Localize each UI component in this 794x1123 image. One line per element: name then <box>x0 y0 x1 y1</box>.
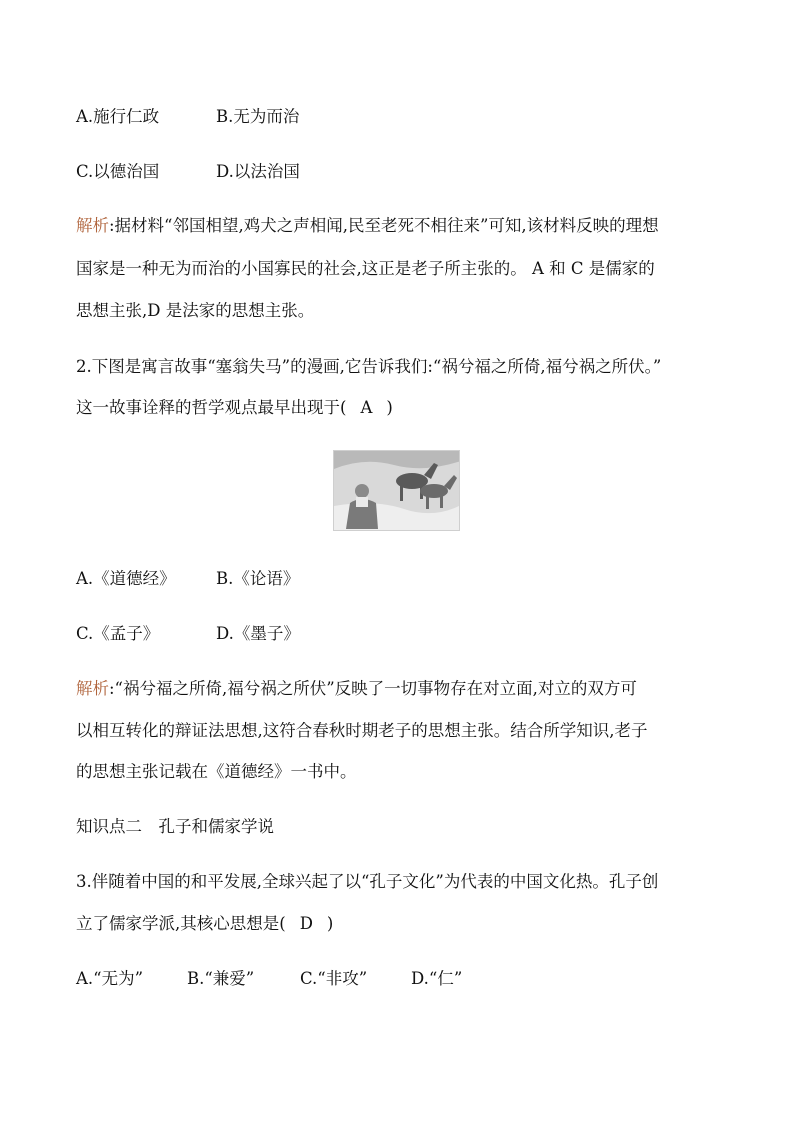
q1-analysis-line-1: 解析:据材料“邻国相望,鸡犬之声相闻,民至老死不相往来”可知,该材料反映的理想 <box>76 216 659 235</box>
q1-option-c: C.以德治国 <box>76 162 160 181</box>
q3-option-c: C.“非攻” <box>300 969 368 988</box>
q2-answer: A <box>360 398 373 417</box>
section-heading: 知识点二 孔子和儒家学说 <box>76 817 274 836</box>
q1-option-b: B.无为而治 <box>216 107 300 126</box>
q2-option-d: D.《墨子》 <box>216 624 300 643</box>
saiweng-horse-cartoon-image <box>333 450 460 531</box>
q2-analysis-line-3: 的思想主张记载在《道德经》一书中。 <box>76 762 357 781</box>
q2-stem-line-2: 这一故事诠释的哲学观点最早出现于( A ) <box>76 398 393 417</box>
q2-stem-line-1: 2.下图是寓言故事“塞翁失马”的漫画,它告诉我们:“祸兮福之所倚,福兮祸之所伏。” <box>76 357 662 376</box>
q2-option-c: C.《孟子》 <box>76 624 160 643</box>
q1-analysis-line-2: 国家是一种无为而治的小国寡民的社会,这正是老子所主张的。 A 和 C 是儒家的 <box>76 259 655 278</box>
q1-option-a: A.施行仁政 <box>76 107 160 126</box>
q3-option-b: B.“兼爱” <box>187 969 255 988</box>
q2-analysis-label: 解析 <box>76 679 109 698</box>
q3-answer: D <box>299 914 313 933</box>
q3-option-a: A.“无为” <box>76 969 144 988</box>
q1-option-d: D.以法治国 <box>216 162 300 181</box>
q3-option-d: D.“仁” <box>411 969 463 988</box>
q1-analysis-line-3: 思想主张,D 是法家的思想主张。 <box>76 301 315 320</box>
q2-analysis-line-2: 以相互转化的辩证法思想,这符合春秋时期老子的思想主张。结合所学知识,老子 <box>76 721 648 740</box>
q2-option-a: A.《道德经》 <box>76 569 176 588</box>
q1-analysis-label: 解析 <box>76 216 109 235</box>
q3-stem-line-2: 立了儒家学派,其核心思想是( D ) <box>76 914 334 933</box>
q2-analysis-line-1: 解析:“祸兮福之所倚,福兮祸之所伏”反映了一切事物存在对立面,对立的双方可 <box>76 679 637 698</box>
q3-stem-line-1: 3.伴随着中国的和平发展,全球兴起了以“孔子文化”为代表的中国文化热。孔子创 <box>76 872 659 891</box>
q2-option-b: B.《论语》 <box>216 569 300 588</box>
